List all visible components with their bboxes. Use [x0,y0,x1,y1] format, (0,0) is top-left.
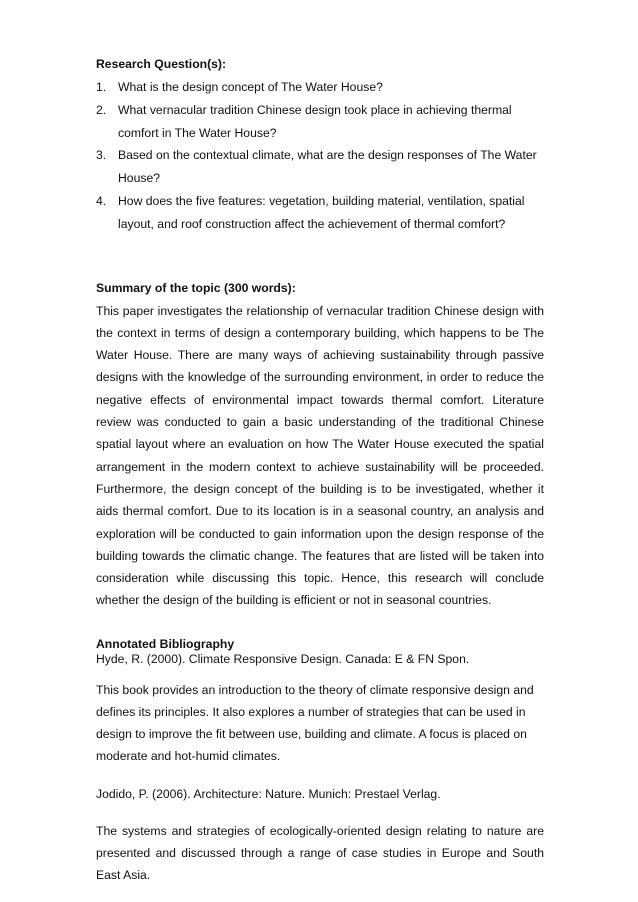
bibliography-heading: Annotated Bibliography [96,636,235,651]
summary-heading: Summary of the topic (300 words): [96,280,296,295]
research-question-text: What is the design concept of The Water House? [118,80,383,94]
research-question-number: 4. [96,193,107,208]
research-question-text: What vernacular tradition Chinese design took place in achieving thermal comfort in The Water House? [118,102,512,140]
research-questions-section [96,56,544,236]
bibliography-citation: Hyde, R. (2000). Climate Responsive Design. Canada: E & FN Spon. [96,651,470,666]
research-question-item [96,76,544,99]
bibliography-annotation: This book provides an introduction to the theory of climate responsive design and defines its principles. It also explores a number of strategies that can be used in design to improve the fit between use, building and climate. A focus is placed on moderate and hot-humid climates. [96,682,534,764]
research-questions-heading: Research Question(s): [96,57,227,71]
research-questions-list [96,76,544,236]
research-question-number: 1. [96,80,107,94]
research-question-item [96,144,544,190]
research-question-number: 2. [96,102,107,117]
document-page [96,56,544,886]
research-question-text: Based on the contextual climate, what are the design responses of The Water House? [118,148,537,186]
research-question-item [96,190,544,236]
bibliography-annotation: The systems and strategies of ecologically-oriented design relating to nature are presented and discussed through a range of case studies in Europe and South East Asia. [96,823,544,882]
research-question-text: How does the five features: vegetation, building material, ventilation, spatial layout, and roof construction affect the achievement of thermal comfort? [118,193,525,231]
research-question-item [96,99,544,145]
bibliography-citation: Jodido, P. (2006). Architecture: Nature. Munich: Prestael Verlag. [96,786,441,801]
summary-body: This paper investigates the relationship of vernacular tradition Chinese design with the context in terms of design a contemporary building, which happens to be The Water House. There are many ways of achieving sustainability through passive designs with the knowledge of the surrounding environment, in order to reduce the negative effects of environmental impact towards thermal comfort. Literature review was conducted to gain a basic understanding of the traditional Chinese spatial layout where an evaluation on how The Water House executed the spatial arrangement in the modern context to achieve sustainability will be proceeded. Furthermore, the design concept of the building is to be investigated, whether it aids thermal comfort. Due to its location is in a seasonal country, an analysis and exploration will be conducted to gain information upon the design response of the building towards the climatic change. The features that are listed will be taken into consideration while discussing this topic. Hence, this research will conclude whether the design of the building is efficient or not in seasonal countries. [96,303,544,608]
summary-section [96,280,544,612]
research-question-number: 3. [96,148,107,163]
bibliography-section [96,638,544,886]
